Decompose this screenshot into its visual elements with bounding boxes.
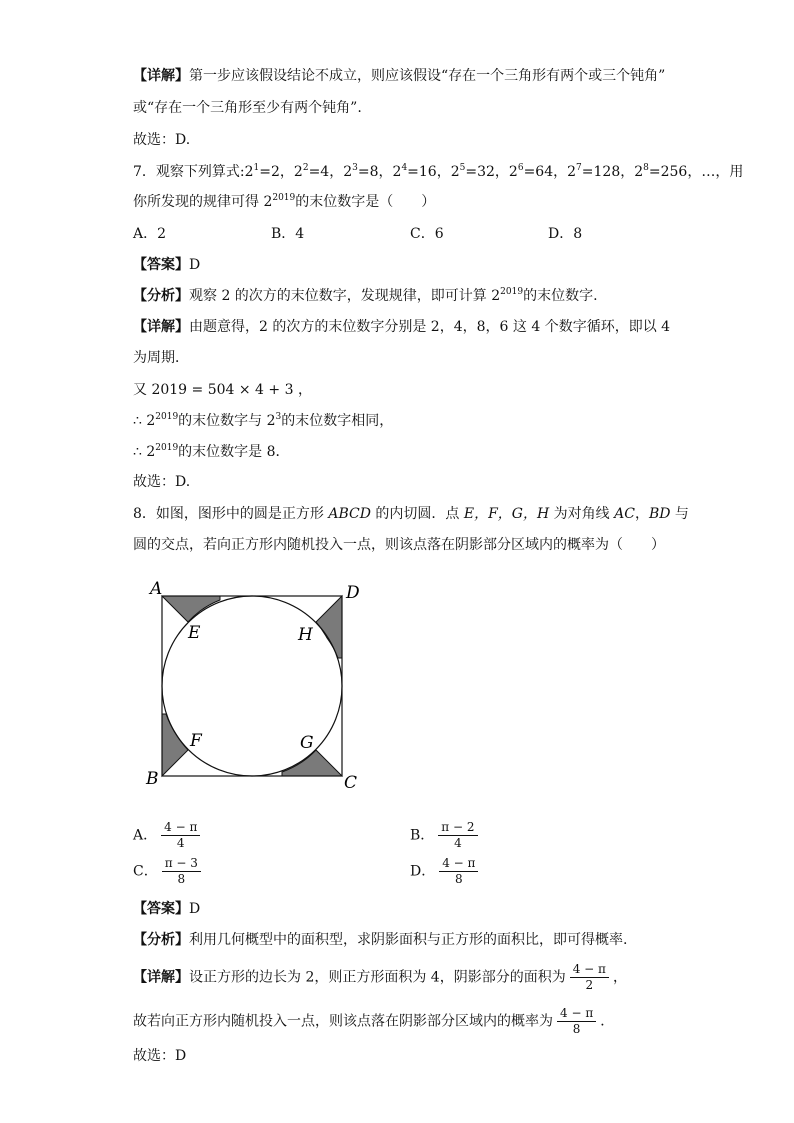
q8-option-c: C． $\frac{\pi - 3}{8}$ bbox=[133, 856, 205, 887]
q8-analysis-line: 【分析】利用几何概型中的面积型，求阴影面积与正方形的面积比，即可得概率. bbox=[133, 932, 628, 948]
q7-detail-line-4: ∴ $2^{2019}$的末位数字与 $2^3$的末位数字相同， bbox=[133, 412, 394, 429]
q7-detail-line-3: 又 2019 = 504 × 4 + 3 ， bbox=[133, 382, 312, 398]
label-h: H bbox=[298, 625, 313, 645]
label-d: D bbox=[346, 583, 360, 603]
q8-answer-line: 【答案】D bbox=[133, 901, 201, 917]
label-e: E bbox=[188, 623, 201, 643]
q7-term: $2^2=4$， bbox=[293, 163, 344, 180]
q7-option-a: A．2 bbox=[133, 226, 167, 242]
q7-detail-line-5: ∴ $2^{2019}$的末位数字是 8． bbox=[133, 443, 290, 460]
q7-answer-line: 【答案】D bbox=[133, 257, 201, 273]
detail-line-2: 或“存在一个三角形至少有两个钝角”. bbox=[133, 100, 362, 116]
shade-c bbox=[282, 750, 342, 776]
square-incircle-figure bbox=[140, 576, 370, 796]
label-b: B bbox=[146, 769, 159, 789]
q7-detail-line-2: 为周期． bbox=[133, 350, 189, 366]
q8-detail-line-1: 【详解】设正方形的边长为 2，则正方形面积为 4，阴影部分的面积为 $\frac{4 - \pi}{2}$ ， bbox=[133, 962, 627, 992]
detail-tag: 【详解】 bbox=[133, 68, 189, 84]
q8-option-b: B． $\frac{\pi - 2}{4}$ bbox=[410, 820, 482, 851]
detail-line-1: 【详解】第一步应该假设结论不成立，则应该假设“存在一个三角形有两个或三个钝角” bbox=[133, 68, 666, 84]
q7-term: $2^7=128$， bbox=[567, 163, 635, 180]
q7-term: $2^4=16$， bbox=[392, 163, 451, 180]
q7-stem-line-1: 7．观察下列算式$:2^1=2$，$2^2=4$，$2^3=8$，$2^4=16$，$2^5=32$，$2^6=64$，$2^7=128$，$2^8=256$，…，用 bbox=[133, 163, 744, 180]
q8-option-d: D． $\frac{4 - \pi}{8}$ bbox=[410, 856, 482, 887]
q7-choose-line: 故选：D. bbox=[133, 474, 191, 490]
q7-option-c: C．6 bbox=[410, 226, 444, 242]
choose-line: 故选：D. bbox=[133, 132, 191, 148]
q8-stem-line-1: 8．如图，图形中的圆是正方形 ABCD 的内切圆．点 E，F，G，H 为对角线 AC，BD 与 bbox=[133, 506, 689, 522]
q7-stem-line-2: 你所发现的规律可得 $2^{2019}$的末位数字是（ ） bbox=[133, 193, 436, 210]
label-g: G bbox=[300, 733, 314, 753]
shade-a bbox=[162, 596, 220, 622]
q7-term: $2^1=2$， bbox=[244, 163, 294, 180]
q7-detail-line-1: 【详解】由题意得，2 的次方的末位数字分别是 2，4，8，6 这 4 个数字循环，即以 4 bbox=[133, 319, 671, 335]
q7-analysis-line: 【分析】观察 2 的次方的末位数字，发现规律，即可计算 $2^{2019}$的末位数字. bbox=[133, 287, 598, 304]
label-f: F bbox=[190, 731, 202, 751]
q7-term: $2^6=64$， bbox=[508, 163, 568, 180]
q8-option-a: A． $\frac{4 - \pi}{4}$ bbox=[133, 820, 204, 851]
q7-option-d: D．8 bbox=[548, 226, 583, 242]
label-a: A bbox=[150, 579, 163, 599]
q8-detail-line-2: 故若向正方形内随机投入一点，则该点落在阴影部分区域内的概率为 $\frac{4 - \pi}{8}$ ． bbox=[133, 1006, 615, 1036]
q8-choose-line: 故选：D bbox=[133, 1048, 187, 1064]
q7-terms bbox=[245, 164, 702, 180]
q7-option-b: B．4 bbox=[271, 226, 305, 242]
q7-term: $2^3=8$， bbox=[343, 163, 393, 180]
label-c: C bbox=[344, 773, 358, 793]
q7-term: $2^5=32$， bbox=[450, 163, 509, 180]
q7-term: $2^8=256$， bbox=[634, 163, 702, 180]
q8-stem-line-2: 圆的交点，若向正方形内随机投入一点，则该点落在阴影部分区域内的概率为（ ） bbox=[133, 537, 665, 553]
